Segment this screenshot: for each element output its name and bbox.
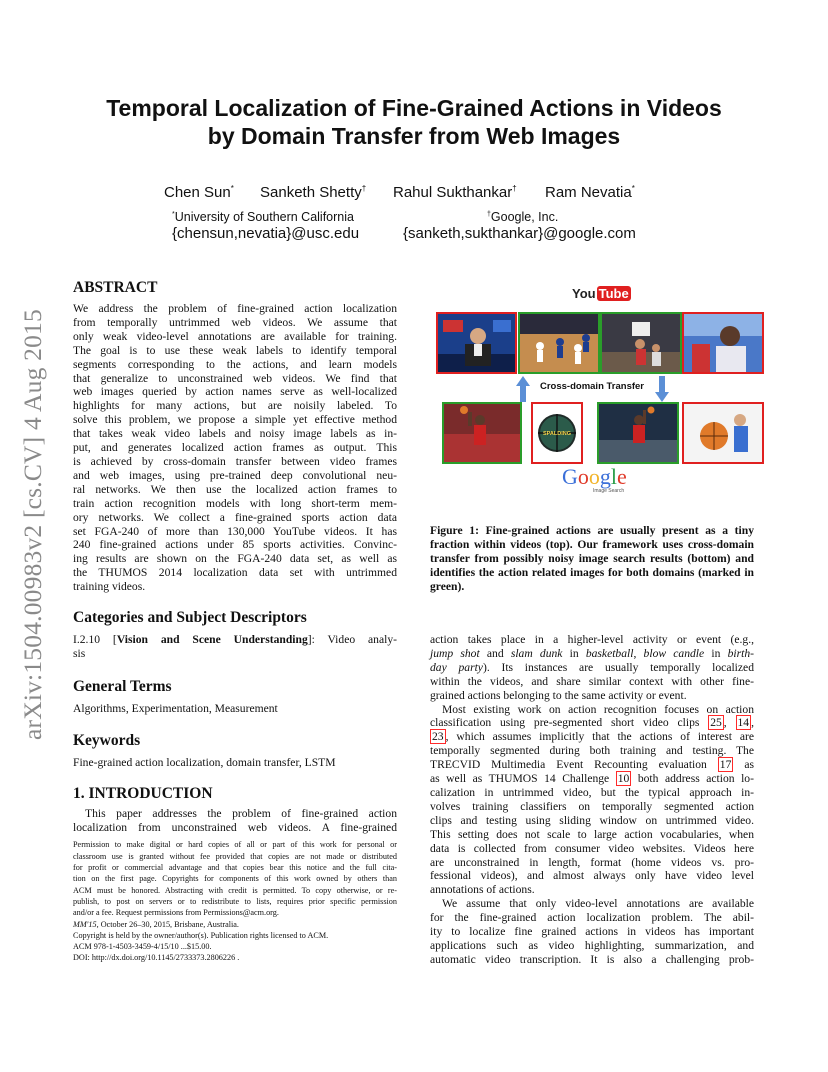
google-logo: Google — [562, 464, 627, 489]
introduction-heading: 1. INTRODUCTION — [73, 784, 213, 802]
citation-25[interactable]: 25 — [710, 716, 722, 730]
paper-title — [40, 94, 788, 150]
abstract-line: The goal is to use these weak labels to identify temporal — [73, 343, 397, 357]
citation-17[interactable]: 17 — [719, 758, 732, 772]
categories-heading: Categories and Subject Descriptors — [73, 609, 307, 627]
video-frame-3 — [600, 312, 682, 374]
video-frame-4 — [682, 312, 764, 374]
abstract-line: ing results are shown on the FGA-240 data set, as well as — [73, 552, 397, 566]
google-sub-label: Image Search — [593, 488, 625, 494]
abstract-line: only weak video-level annotations are available for training. — [73, 329, 397, 343]
intro-para-3: We assume that only video-level annotations are available for the fine-grained action localization problem. The abil- ity to localize fine grained actions in videos has important applications such as video highlighting, summarization, and automatic video transcription. It is also a challenging prob- — [430, 897, 754, 966]
intro-para-2: Most existing work on action recognition focuses on action classification using pre-segmented short video clips 25 , 14 , 23 , which assumes implicitly that the actions of interest are temporally segmented during both training and testing. The TRECVID Multimedia Event Recounting evaluation 17 as as well as THUMOS 14 Challenge 10 both address action lo- calization in untrimmed video, but the typical approach in- volves training classifiers on temporally segmented action clips and testing using sliding window on untrimmed video. This setting does not scale to large action vocabularies, when data is collected from consumer video websites. Videos here are unconstrained in length, format (home videos vs. pro- fessional videos), and almost always only have video level annotations of actions. — [430, 702, 755, 897]
figure-caption: Figure 1: Fine-grained actions are usually present as a tiny fraction within videos (top). Our framework uses cross-domain transfer from possibly noisy image search results (bottom) and identifies the action related images for both domains (marked in green). — [430, 524, 754, 593]
transfer-label: Cross-domain Transfer — [540, 381, 644, 392]
abstract-line: ory networks. We collect a fine-grained sports action data — [73, 510, 397, 524]
arrow-up-icon — [516, 376, 530, 402]
abstract-line: We address the problem of fine-grained action localization — [73, 302, 397, 315]
abstract-line: is achieved by cross-domain transfer between video frames — [73, 454, 397, 468]
video-frame-2 — [518, 312, 600, 374]
author-3: Rahul Sukthankar† — [393, 184, 517, 201]
web-image-2 — [531, 402, 583, 464]
arxiv-stamp: arXiv:1504.00983v2 [cs.CV] 4 Aug 2015 — [18, 309, 47, 740]
permission-line: and/or a fee. Request permissions from Permissions@acm.org. — [73, 908, 279, 918]
permission-line: for profit or commercial advantage and that copies bear this notice and the full cita- — [73, 863, 397, 873]
abstract-line: web images queried by action names serve as well-localized — [73, 385, 397, 399]
author-2: Sanketh Shetty† — [260, 184, 367, 201]
introduction-body: This paper addresses the problem of fine-grained action localization from unconstrained web videos. A fine-grained — [73, 806, 397, 834]
video-frame-1 — [436, 312, 517, 374]
abstract-line: 240 fine-grained actions under 85 sports activities. Convinc- — [73, 538, 397, 552]
youtube-logo: You Tube — [572, 286, 629, 301]
abstract-line: highlights for many actions, but are noisily labeled. To — [73, 399, 397, 413]
email-usc: {chensun,nevatia}@usc.edu — [172, 225, 360, 242]
figure-1 — [430, 280, 770, 516]
author-4: Ram Nevatia* — [545, 184, 635, 201]
abstract-line: the THUMOS 2014 localization data set with untrimmed — [73, 566, 397, 580]
intro-para-1: action takes place in a higher-level activity or event (e.g., jump shot and slam dunk in basketball, blow candle in birth- day party). Its instances are usually temporally localized within the videos, and share similar context with other fine- grained actions belonging to the same activity or event. — [430, 633, 754, 702]
abstract-line: solve this problem, we propose a simple yet effective method — [73, 413, 397, 427]
keywords-text: Fine-grained action localization, domain transfer, LSTM — [73, 755, 336, 769]
abstract-body — [73, 302, 397, 594]
permission-line: ACM must be honored. Abstracting with credit is permitted. To copy otherwise, or re- — [73, 885, 397, 895]
keywords-heading: Keywords — [73, 731, 141, 749]
citation-23[interactable]: 23 — [432, 730, 444, 744]
web-image-3 — [597, 402, 679, 464]
permission-line: classroom use is granted without fee provided that copies are not made or distributed — [73, 851, 397, 861]
arrow-down-icon — [655, 376, 669, 402]
web-image-4 — [682, 402, 764, 464]
permission-block: Permission to make digital or hard copies of all or part of this work for personal or classroom use is granted without fee provided that copies are not made or distributed for profit or commercial advantage and that copies bear this notice and the full cita- tion on the first page. Copyrights for components of this work owned by others than ACM must be honored. Abstracting with credit is permitted. To copy otherwise, or re- publish, to post on servers or to redistribute to lists, requires prior specific permission and/or a fee. Request permissions from Permissions@acm.org. MM'15, October 26–30, 2015, Brisbane, Australia. Copyright is held by the owner/author(s). Publication rights licensed to ACM. ACM 978-1-4503-3459-4/15/10 ...$15.00. DOI: http://dx.doi.org/10.1145/2733373.2806226 . — [73, 840, 397, 963]
abstract-line: segments corresponding to the actions, and learn models — [73, 357, 397, 371]
abstract-line: from temporally untrimmed web videos. We assume that — [73, 315, 397, 329]
abstract-line: set FGA-240 of more than 130,000 YouTube videos. It has — [73, 524, 397, 538]
left-column — [73, 279, 397, 964]
abstract-line: put, and generates localized action frames as output. This — [73, 441, 397, 455]
affiliation-google: †Google, Inc. — [487, 210, 559, 224]
author-1: Chen Sun* — [164, 184, 234, 201]
abstract-line: that generalize to unconstrained web videos. We find that — [73, 371, 397, 385]
categories-text: I.2.10 [Vision and Scene Understanding]: Video analy- sis — [73, 633, 398, 660]
permission-line: Permission to make digital or hard copies of all or part of this work for personal or — [73, 840, 397, 850]
abstract-line: and web images, using pre-trained deep convolutional neu- — [73, 468, 397, 482]
citation-10[interactable]: 10 — [617, 772, 630, 786]
email-google: {sanketh,sukthankar}@google.com — [403, 225, 636, 242]
citation-14[interactable]: 14 — [737, 716, 750, 730]
affiliation-usc: *University of Southern California — [172, 210, 354, 224]
web-image-1 — [442, 402, 522, 464]
general-terms-text: Algorithms, Experimentation, Measurement — [73, 701, 278, 715]
general-terms-heading: General Terms — [73, 677, 172, 695]
right-column — [430, 633, 754, 967]
abstract-line: that takes weak video labels and noisy image labels as in- — [73, 427, 397, 441]
svg-text:SPALDING: SPALDING — [542, 431, 572, 437]
abstract-line: train action recognition models with long short-term mem- — [73, 496, 397, 510]
abstract-line: ral networks. We then use the localized action frames to — [73, 482, 397, 496]
title-line-2: by Domain Transfer from Web Images — [207, 123, 621, 149]
abstract-line: training videos. — [73, 580, 146, 594]
abstract-heading: ABSTRACT — [73, 279, 158, 296]
permission-line: publish, to post on servers or to redistribute to lists, requires prior specific permission — [73, 896, 397, 906]
title-line-1: Temporal Localization of Fine-Grained Actions in Videos — [106, 95, 722, 121]
permission-line: tion on the first page. Copyrights for components of this work owned by others than — [73, 874, 397, 884]
